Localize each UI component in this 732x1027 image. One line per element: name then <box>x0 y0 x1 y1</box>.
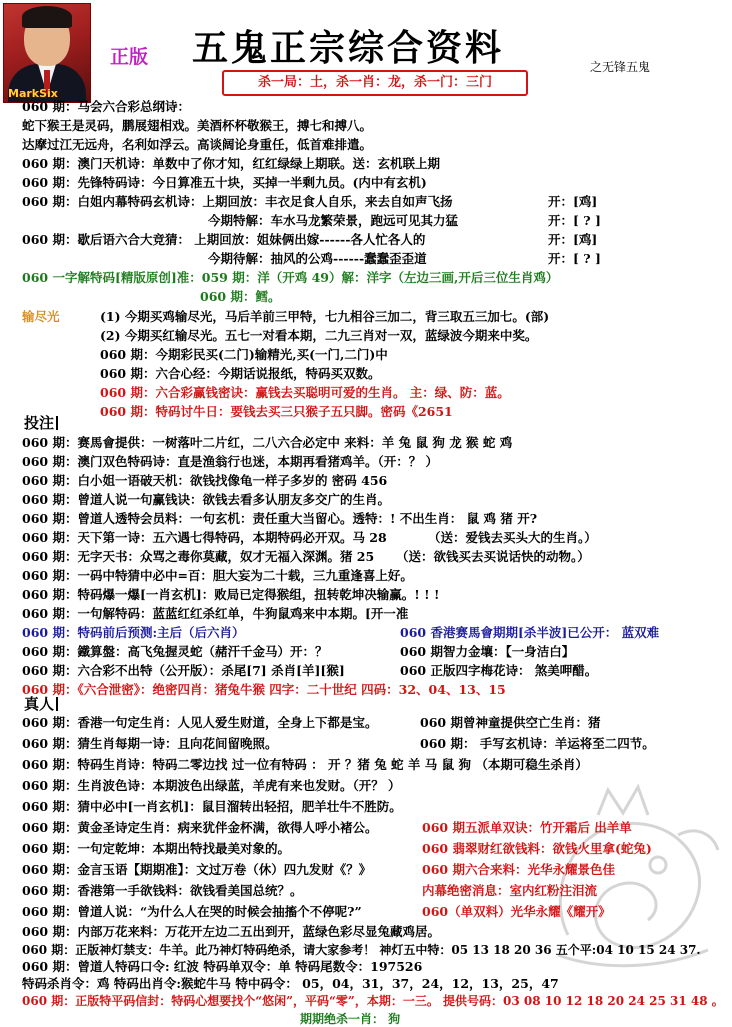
line-b3-12: 060 期：鐵算盤：高飞兔握灵蛇（赭汗千金马）开：？ <box>22 644 328 659</box>
portrait-hair <box>22 6 72 28</box>
line-b3-5: 060 期：曾道人透特会员料：一句玄机：责任重大当留心。透特：! 不出生肖： 鼠 鸡 猪 开? <box>22 511 538 526</box>
line-b1-10: 060 一字解特码[精版原创]准：059 期：洋（开鸡 49）解：洋字（左边三画,开后三位生肖鸡） <box>22 270 559 285</box>
line-b4-7: 060 期：一句定乾坤：本期出特找最美对象的。 <box>22 841 290 856</box>
portrait-photo <box>3 3 91 103</box>
line-b2-2: (2) 今期买红输尽光。五七一对看本期，二九三肖对一双，蓝绿波今期来中奖。 <box>100 328 538 343</box>
line-b4-8-right: 060 期六合来料：光华永耀景色佳 <box>422 862 615 877</box>
line-b4-1: 060 期：香港一句定生肖：人见人爱生财道，全身上下都是宝。 <box>22 715 378 730</box>
line-b2-5: 060 期：六合彩赢钱密诀：赢钱去买聪明可爱的生肖。 主：绿、防：蓝。 <box>100 385 510 400</box>
line-b4-10: 060 期：曾道人说：“为什么人在哭的时候会抽搐个不停呢?” <box>22 904 362 919</box>
line-b4-2: 060 期：猜生肖每期一诗：且向花间留晚照。 <box>22 736 278 751</box>
marksix-logo: MarkSix <box>8 87 58 100</box>
line-b1-7: 今期特解：车水马龙繁荣景，跑远可见其力猛 <box>208 213 459 228</box>
line-b3-11-right: 060 香港赛馬會期期[杀半波]已公开： 蓝双难 <box>400 625 660 640</box>
line-b4-7-right: 060 翡翠财红欲钱料：欲钱火里拿(蛇兔) <box>422 841 652 856</box>
line-b3-10: 060 期：一句解特码：蓝蓝红红杀红单，牛狗鼠鸡来中本期。[开一准 <box>22 606 409 621</box>
line-b1-9-result: 开：[ ? ] <box>548 251 601 266</box>
daily-kill-zodiac: 期期绝杀一肖： 狗 <box>300 1012 401 1026</box>
line-b3-11: 060 期：特码前后预测:主后（后六肖） <box>22 625 245 640</box>
line-b4-9-right: 内幕绝密消息：室内红粉注泪流 <box>422 883 598 898</box>
line-b3-7-tip: （送：欲钱买去买说话快的动物。） <box>396 549 590 564</box>
line-b3-4: 060 期：曾道人说一句赢钱诀：欲钱去看多认朋友多交广的生肖。 <box>22 492 390 507</box>
line-b3-9: 060 期：特码爆一爆[一肖玄机]：败局已定得猴组，扭转乾坤决输赢。! ! ! <box>22 587 440 602</box>
line-b1-8-result: 开：[鸡] <box>548 232 598 247</box>
line-b4-6-right: 060 期五派单双诀：竹开霜后 出羊单 <box>422 820 632 835</box>
line-b1-11: 060 期：鳕。 <box>200 289 281 304</box>
line-b2-4: 060 期：六合心经：今期话说报纸，特码买双数。 <box>100 366 381 381</box>
line-b2-3: 060 期：今期彩民买(二门)输精光,买(一门,二门)中 <box>100 347 388 362</box>
line-b4-14: 特码杀肖令：鸡 特码出肖令:猴蛇牛马 特中码令： 05，04，31，37，24，12，13，25，47 <box>22 976 559 991</box>
line-b1-2: 蛇下猴王是灵码，鹏展翅相戏。美酒杯杯敬猴王，搏七和搏八。 <box>22 118 373 133</box>
line-b2-1: (1) 今期买鸡输尽光，马后羊前三甲特，七九相谷三加二，背三取五三加七。(部) <box>100 309 550 324</box>
line-b3-14: 060 期：《六合泄密》：绝密四肖：猪兔牛猴 四字：二十世纪 四码：32、04、13、15 <box>22 682 506 697</box>
line-b1-5: 060 期：先锋特码诗：今日算准五十块，买掉一半剩九员。(内中有玄机) <box>22 175 427 190</box>
line-b3-12-right: 060 期智力金壤：【一身洁白】 <box>400 644 575 659</box>
line-b4-12: 060 期：正版神灯禁支：牛羊。此乃神灯特码绝杀，请大家参考！ 神灯五中特：05 13 18 20 36 五个平:04 10 15 24 37. <box>22 943 701 957</box>
line-b3-13: 060 期：六合彩不出特（公开版）：杀尾[7] 杀肖[羊][猴] <box>22 663 345 678</box>
line-b1-8: 060 期：歇后语六合大竞猜： 上期回放：姐妹俩出嫁------各人忙各人的 <box>22 232 426 247</box>
line-b3-1: 060 期：赛馬會提供：一树落叶二片红，二八六合必定中 来料：羊 兔 鼠 狗 龙 猴 蛇 鸡 <box>22 435 513 450</box>
line-b1-6-result: 开：[鸡] <box>548 194 598 209</box>
line-b3-6-tip: （送：爱钱去买头大的生肖。） <box>428 530 597 545</box>
line-b1-1: 060 期：马会六合彩总纲诗： <box>22 99 190 114</box>
line-b4-4: 060 期：生肖波色诗：本期波色出绿蓝，羊虎有来也发财。（开？ ） <box>22 778 401 793</box>
line-b4-6: 060 期：黄金圣诗定生肖：病来犹伴金杯满，欲得人呼小褚公。 <box>22 820 378 835</box>
line-b3-6: 060 期：天下第一诗：五六遇七得特码，本期特码必开双。马 28 <box>22 530 387 545</box>
line-b1-7-result: 开：[ ? ] <box>548 213 601 228</box>
line-b3-8: 060 期：一码中特猜中必中=百：胆大妄为二十载，三九重逢喜上好。 <box>22 568 413 583</box>
line-b4-9: 060 期：香港第一手欲钱料：欲钱看美国总统？。 <box>22 883 303 898</box>
line-b4-3: 060 期：特码生肖诗：特码二零边找 过一位有特码 ： 开 ？猪 兔 蛇 羊 马 鼠 狗 （本期可稳生杀肖） <box>22 757 588 772</box>
page-subtitle: 之无锋五鬼 <box>590 60 651 74</box>
section-head-bet: 投注 <box>24 412 58 433</box>
line-b4-11: 060 期：内部万花来料：万花开左边二五出到开，蓝绿色彩尽显兔藏鸡居。 <box>22 924 440 939</box>
line-b3-2: 060 期：澳门双色特码诗：直是渔翁行也迷，本期再看猪鸡羊。（开：？ ） <box>22 454 439 469</box>
line-b2-6: 060 期：特码讨牛日：要钱去买三只猴子五只脚。密码《2651 <box>100 404 453 419</box>
line-b4-8: 060 期：金言玉语【期期准】：文过万卷（休）四九发财《？》 <box>22 862 372 877</box>
line-b4-15: 060 期：正版特平码信封：特码心想要找个“悠闲”，平码“零”，本期：一三。 提供号码：03 08 10 12 18 20 24 25 31 48 。 <box>22 994 724 1008</box>
line-b3-3: 060 期：白小姐一语破天机：欲钱找像龟一样子多岁的 密码 456 <box>22 473 388 488</box>
line-b4-2-right: 060 期： 手写玄机诗：羊运将至二四节。 <box>420 736 655 751</box>
line-b3-7: 060 期：无字天书：众骂之毒你莫藏，奴才无福入深渊。猪 25 <box>22 549 375 564</box>
line-b4-13: 060 期：曾道人特码口令: 红波 特码单双令：单 特码尾数令：197526 <box>22 959 423 974</box>
line-b4-10-right: 060（单双料）光华永耀《耀开》 <box>422 904 611 919</box>
edition-label: 正版 <box>110 46 149 68</box>
page-title: 五鬼正宗综合资料 <box>192 27 505 69</box>
line-b4-1-right: 060 期曾神童提供空亡生肖：猪 <box>420 715 601 730</box>
section-head-real: 真人 <box>24 693 58 714</box>
line-b3-13-right: 060 正版四字梅花诗： 煞美呷醋。 <box>400 663 598 678</box>
line-b4-5: 060 期：猜中必中[一肖玄机]：鼠目溜转出轻招，肥羊壮牛不胜防。 <box>22 799 402 814</box>
line-b1-3: 达摩过江无远舟，名利如浮云。高谈阔论身重任，低首难排遣。 <box>22 137 373 152</box>
line-b1-9: 今期待解：抽风的公鸡------蠢蠢歪歪道 <box>208 251 427 266</box>
lose-all-label: 输尽光 <box>22 309 60 324</box>
line-b1-6: 060 期：白姐内幕特码玄机诗：上期回放：丰衣足食人自乐，来去自如声飞扬 <box>22 194 453 209</box>
kill-line-box: 杀一局：土，杀一肖：龙，杀一门：三门 <box>222 70 528 96</box>
line-b1-4: 060 期：澳门天机诗：单数中了你才知，红红绿绿上期联。送：玄机联上期 <box>22 156 440 171</box>
